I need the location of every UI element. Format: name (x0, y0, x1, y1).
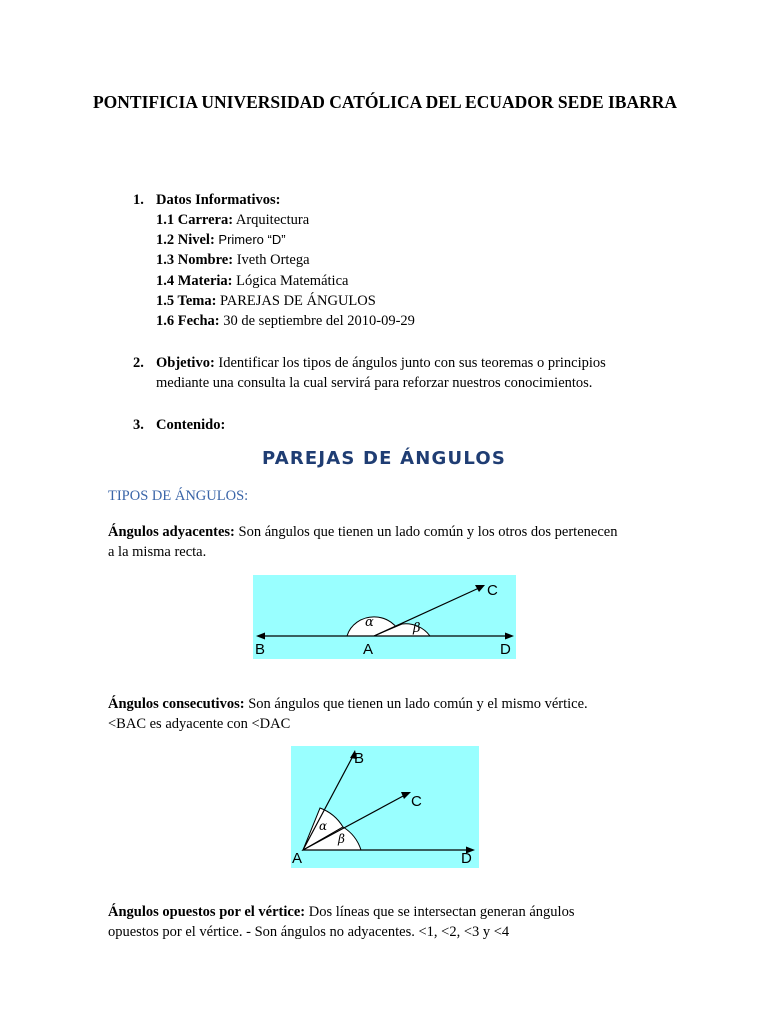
adjacent-line-2: a la misma recta. (108, 544, 207, 560)
objective-heading: Objetivo: (156, 355, 215, 371)
adjacent-angles-diagram (253, 575, 516, 659)
label-a: A (363, 641, 374, 658)
info-fecha-key: 1.6 Fecha: (156, 313, 220, 329)
section-1-heading (156, 190, 280, 210)
opposite-term: Ángulos opuestos por el vértice: (108, 904, 306, 920)
info-materia (156, 271, 348, 291)
types-subheading: TIPOS DE ÁNGULOS: (108, 488, 249, 504)
adjacent-term: Ángulos adyacentes: (108, 524, 235, 540)
info-fecha-value: 30 de septiembre del 2010-09-29 (219, 313, 415, 329)
info-nombre (156, 250, 310, 270)
objective-text-1: Identificar los tipos de ángulos junto con sus teoremas o principios (214, 355, 606, 371)
section-3-heading-text: Contenido: (156, 417, 226, 433)
label-b: B (354, 750, 365, 767)
info-nivel-value: Primero “D” (214, 232, 286, 247)
section-2-number: 2. (133, 355, 144, 371)
opposite-line-2: opuestos por el vértice. - Son ángulos no adyacentes. <1, <2, <3 y <4 (108, 924, 510, 940)
label-d: D (461, 850, 472, 867)
label-c: C (487, 582, 498, 599)
info-carrera (156, 210, 309, 230)
info-carrera-key: 1.1 Carrera: (156, 212, 234, 228)
consecutive-text-1: Son ángulos que tienen un lado común y el mismo vértice. (244, 696, 588, 712)
consecutive-term: Ángulos consecutivos: (108, 696, 245, 712)
label-b: B (255, 641, 266, 658)
info-materia-value: Lógica Matemática (232, 273, 349, 289)
adjacent-angles-figure (253, 575, 516, 659)
info-carrera-value: Arquitectura (233, 212, 310, 228)
adjacent-line-1 (108, 522, 617, 542)
info-nombre-key: 1.3 Nombre: (156, 252, 234, 268)
consecutive-line-2: <BAC es adyacente con <DAC (108, 716, 291, 732)
info-tema (156, 291, 376, 311)
info-nombre-value: Iveth Ortega (233, 252, 310, 268)
info-nivel-key: 1.2 Nivel: (156, 232, 215, 248)
consecutive-angles-figure (291, 746, 479, 868)
opposite-line-1 (108, 902, 574, 922)
label-c: C (411, 793, 422, 810)
info-tema-key: 1.5 Tema: (156, 293, 217, 309)
label-a: A (292, 850, 303, 867)
consecutive-angles-diagram (291, 746, 479, 868)
alpha-label: α (365, 615, 374, 630)
alpha-label: α (319, 819, 328, 833)
info-materia-key: 1.4 Materia: (156, 273, 233, 289)
opposite-text-1: Dos líneas que se intersectan generan ángulos (305, 904, 575, 920)
objective-line-2: mediante una consulta la cual servirá para reforzar nuestros conocimientos. (156, 375, 593, 391)
label-d: D (500, 641, 511, 658)
consecutive-line-1 (108, 694, 588, 714)
section-3-heading (156, 415, 225, 435)
info-nivel (156, 230, 286, 250)
beta-label: β (338, 832, 345, 846)
beta-label: β (413, 621, 421, 636)
info-tema-value: PAREJAS DE ÁNGULOS (216, 293, 376, 309)
section-1-heading-text: Datos Informativos: (156, 192, 281, 208)
content-heading: PAREJAS DE ÁNGULOS (261, 448, 507, 469)
document-title: PONTIFICIA UNIVERSIDAD CATÓLICA DEL ECUADOR SEDE IBARRA (92, 92, 678, 112)
objective-line-1 (156, 353, 606, 373)
info-fecha (156, 311, 415, 331)
adjacent-text-1: Son ángulos que tienen un lado común y los otros dos pertenecen (234, 524, 618, 540)
section-3-number: 3. (133, 417, 144, 433)
section-1-number: 1. (133, 192, 144, 208)
